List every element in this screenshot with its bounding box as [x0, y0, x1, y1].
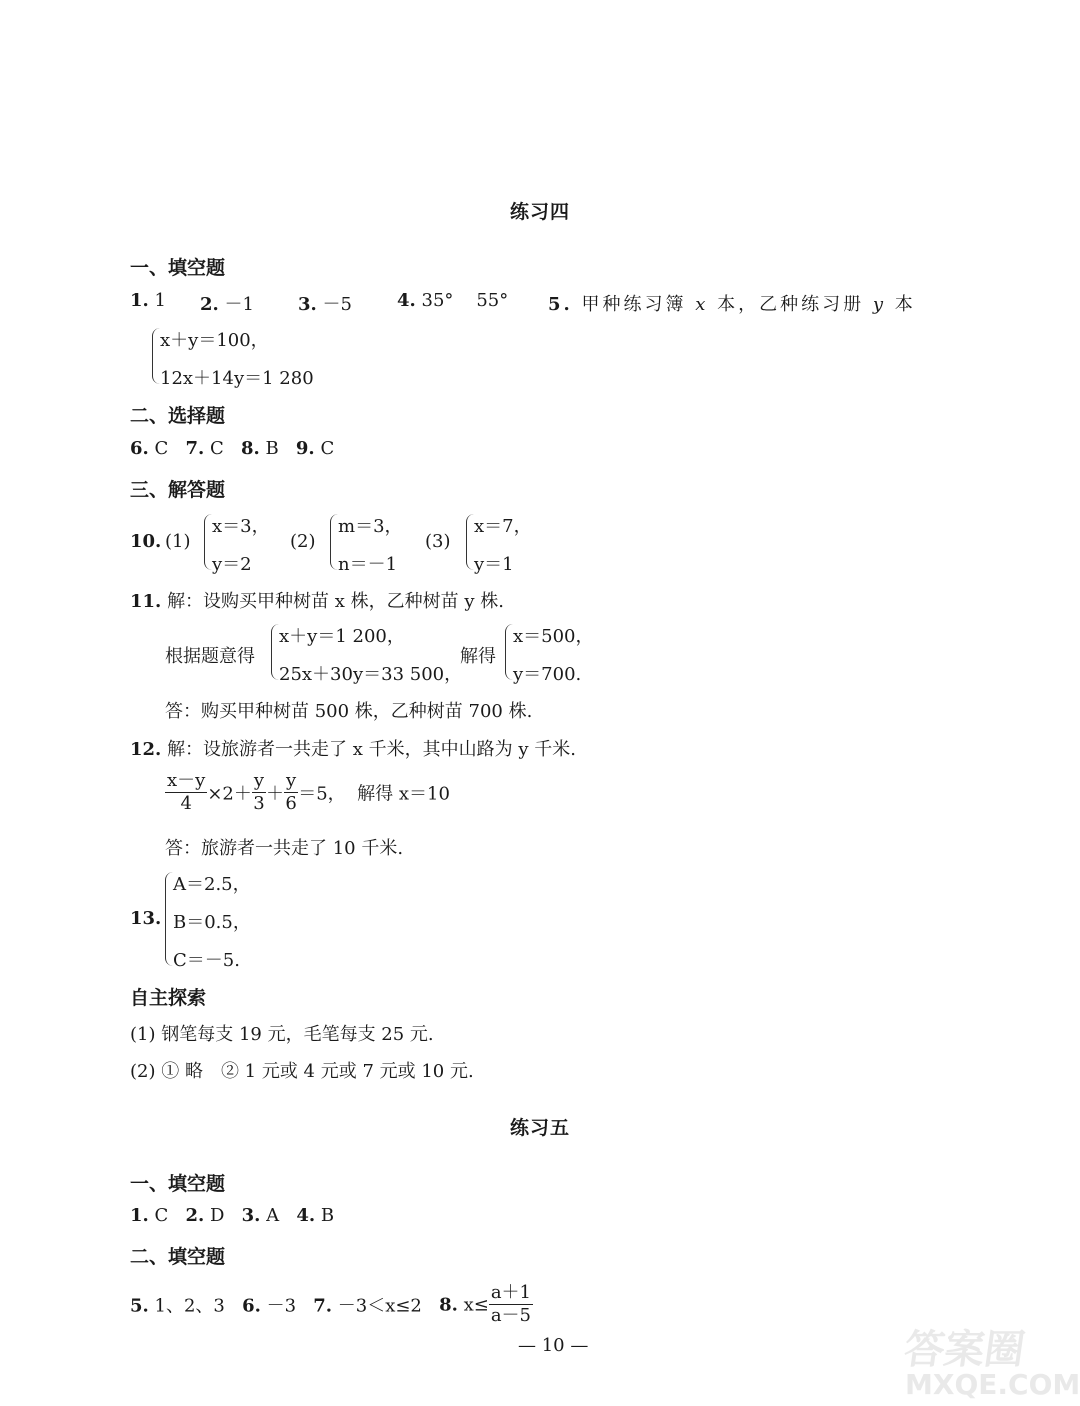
ex4-q12-fraction-1: $\frac{x-y}{4}$ [167, 770, 206, 814]
ex5-q1: 1. C [130, 1205, 169, 1226]
ex4-q11-pre: 根据题意得 [165, 646, 255, 667]
ex4-explore-part-2: (2) ① 略 ② 1 元或 4 元或 7 元或 10 元. [130, 1061, 474, 1082]
ex5-fill-answers [130, 1282, 533, 1327]
ex4-q9: 9. C [295, 438, 335, 459]
ex5-q6: 6. －3 [242, 1295, 297, 1317]
ex5-choice-answers [130, 1205, 334, 1226]
watermark-logo: 答案圈 [901, 1327, 1028, 1373]
watermark-url: MXQE.COM [905, 1368, 1080, 1401]
ex4-q12-fraction-2: $\frac{y}{3}$ [253, 770, 265, 814]
ex4-q10-p3-eq1: x＝7， [474, 516, 532, 537]
ex4-choice-answers [130, 438, 334, 459]
ex4-q11-res1: x＝500， [513, 626, 594, 647]
ex4-q4: 4. 35° 55° [397, 290, 509, 311]
ex4-q10-p1-eq2: y＝2 [212, 554, 252, 575]
exercise-5-title: 练习五 [510, 1117, 571, 1139]
ex4-section-3-heading: 三、解答题 [130, 479, 226, 501]
ex5-q4: 4. B [296, 1205, 335, 1226]
ex4-q10-p3-label: (3) [425, 531, 451, 552]
ex4-q13-eq1: A＝2.5， [173, 874, 251, 895]
ex4-q10-p2-eq2: n＝－1 [338, 554, 398, 575]
ex4-q13-number: 13. [130, 908, 162, 929]
ex5-q3: 3. A [241, 1205, 280, 1226]
ex4-q10-p1-label: (1) [165, 531, 191, 552]
ex4-q10-p3-eq2: y＝1 [474, 554, 514, 575]
ex5-q7: 7. －3＜x≤2 [313, 1295, 422, 1317]
ex4-q11-line1: 11. 解：设购买甲种树苗 x 株，乙种树苗 y 株. [130, 591, 504, 612]
ex4-q12-answer: 答：旅游者一共走了 10 千米. [165, 838, 404, 859]
ex4-section-2-heading: 二、选择题 [130, 405, 226, 427]
ex4-q7: 7. C [185, 438, 224, 459]
ex4-q6: 6. C [130, 438, 169, 459]
ex4-q10-p2-label: (2) [290, 531, 316, 552]
ex4-q12-equation: $\frac{x-y}{4}$ ×2＋ $\frac{y}{3}$ ＋ $\frac{y}{6}$ ＝5， 解得 x＝10 [167, 770, 450, 814]
ex4-q11-res2: y＝700. [513, 664, 582, 685]
ex4-q11-answer: 答：购买甲种树苗 500 株，乙种树苗 700 株. [165, 701, 533, 722]
ex4-q13-eq2: B＝0.5， [173, 912, 251, 933]
ex4-q2: 2. －1 [200, 294, 254, 315]
ex4-explore-part-1: (1) 钢笔每支 19 元，毛笔每支 25 元. [130, 1024, 434, 1045]
ex4-q11-eq2: 25x＋30y＝33 500， [279, 664, 463, 685]
ex4-q10-p1-eq1: x＝3， [212, 516, 270, 537]
ex4-q3: 3. －5 [298, 294, 352, 315]
ex4-section-1-heading: 一、填空题 [130, 257, 226, 279]
ex5-q8-fraction: $\frac{a+1}{a-5}$ [490, 1282, 532, 1326]
ex5-q8: 8. x≤ $\frac{a+1}{a-5}$ [439, 1282, 532, 1326]
ex4-q5: 5. 甲种练习簿 x 本，乙种练习册 y 本 [548, 294, 916, 315]
ex4-q5-eq1: x＋y＝100， [160, 330, 269, 351]
ex5-section-2-heading: 二、填空题 [130, 1246, 226, 1268]
ex4-q12-line1: 12. 解：设旅游者一共走了 x 千米，其中山路为 y 千米. [130, 739, 576, 760]
ex4-q13-eq3: C＝－5. [173, 950, 240, 971]
ex5-section-1-heading: 一、填空题 [130, 1173, 226, 1195]
exercise-4-title: 练习四 [510, 201, 571, 223]
ex5-q5: 5. 1、2、3 [130, 1295, 225, 1317]
ex4-q12-fraction-3: $\frac{y}{6}$ [285, 770, 297, 814]
ex4-explore-heading: 自主探索 [130, 987, 207, 1009]
ex4-q10-p2-eq1: m＝3， [338, 516, 403, 537]
ex4-q8: 8. B [240, 438, 279, 459]
ex4-q11-eq1: x＋y＝1 200， [279, 626, 405, 647]
ex4-q10-number: 10. [130, 531, 162, 552]
ex5-q2: 2. D [185, 1205, 225, 1226]
ex4-q1: 1. 1 [130, 290, 166, 311]
page-number: — 10 — [518, 1335, 589, 1356]
ex4-q11-mid: 解得 [460, 646, 496, 667]
ex4-q5-eq2: 12x＋14y＝1 280 [160, 368, 314, 389]
